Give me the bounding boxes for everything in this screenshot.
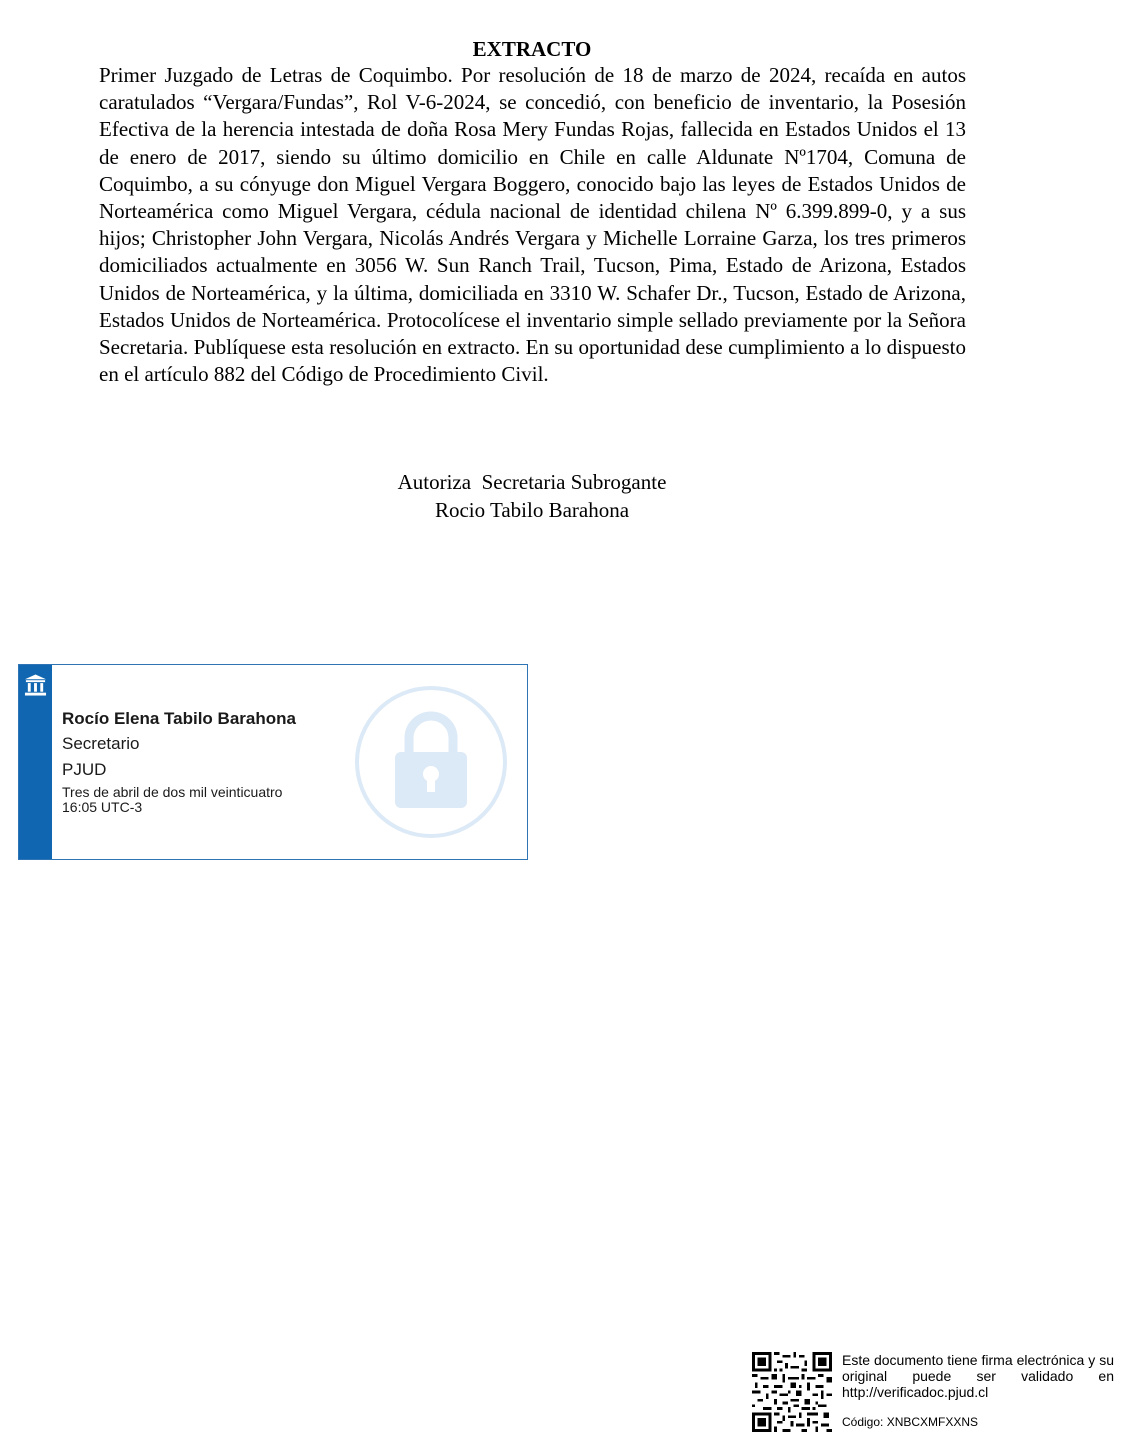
courthouse-icon (24, 673, 47, 697)
signer-organization: PJUD (62, 760, 107, 779)
signer-role: Secretario (62, 734, 140, 753)
verification-footer (752, 1352, 1114, 1432)
signature-details (62, 707, 296, 815)
document-title: EXTRACTO (472, 37, 592, 61)
verification-code: Código: XNBCXMFXXNS (842, 1415, 979, 1429)
authorization-block (0, 468, 1064, 524)
verification-notice: Este documento tiene firma electrónica y su original puede ser validado en http://verificadoc.pjud.cl (842, 1352, 1114, 1400)
signer-name: Rocío Elena Tabilo Barahona (62, 709, 296, 728)
signature-date: Tres de abril de dos mil veinticuatro (62, 784, 283, 800)
qr-code-icon (752, 1352, 832, 1432)
electronic-signature-box (18, 664, 528, 860)
signature-stripe (19, 665, 52, 859)
document-body: Primer Juzgado de Letras de Coquimbo. Por resolución de 18 de marzo de 2024, recaída en autos caratulados “Vergara/Fundas”, Rol V-6-2024, se concedió, con beneficio de inventario, la Posesión Efectiva de la herencia intestada de doña Rosa Mery Fundas Rojas, fallecida en Estados Unidos el 13 de enero de 2017, siendo su último domicilio en Chile en calle Aldunate Nº1704, Comuna de Coquimbo, a su cónyuge don Miguel Vergara Boggero, conocido bajo las leyes de Estados Unidos de Norteamérica como Miguel Vergara, cédula nacional de identidad chilena Nº 6.399.899-0, y a sus hijos; Christopher John Vergara, Nicolás Andrés Vergara y Michelle Lorraine Garza, los tres primeros domiciliados actualmente en 3056 W. Sun Ranch Trail, Tucson, Pima, Estado de Arizona, Estados Unidos de Norteamérica, y la última, domiciliada en 3310 W. Schafer Dr., Tucson, Estado de Arizona, Estados Unidos de Norteamérica. Protocolícese el inventario simple sellado previamente por la Señora Secretaria. Publíquese esta resolución en extracto. En su oportunidad dese cumplimiento a lo dispuesto en el artículo 882 del Código de Procedimiento Civil. (99, 63, 966, 387)
lock-icon (353, 684, 509, 840)
signature-time: 16:05 UTC-3 (62, 799, 143, 815)
authorizer-name: Rocio Tabilo Barahona (434, 498, 630, 522)
authorization-line: Autoriza Secretaria Subrogante (397, 470, 667, 494)
